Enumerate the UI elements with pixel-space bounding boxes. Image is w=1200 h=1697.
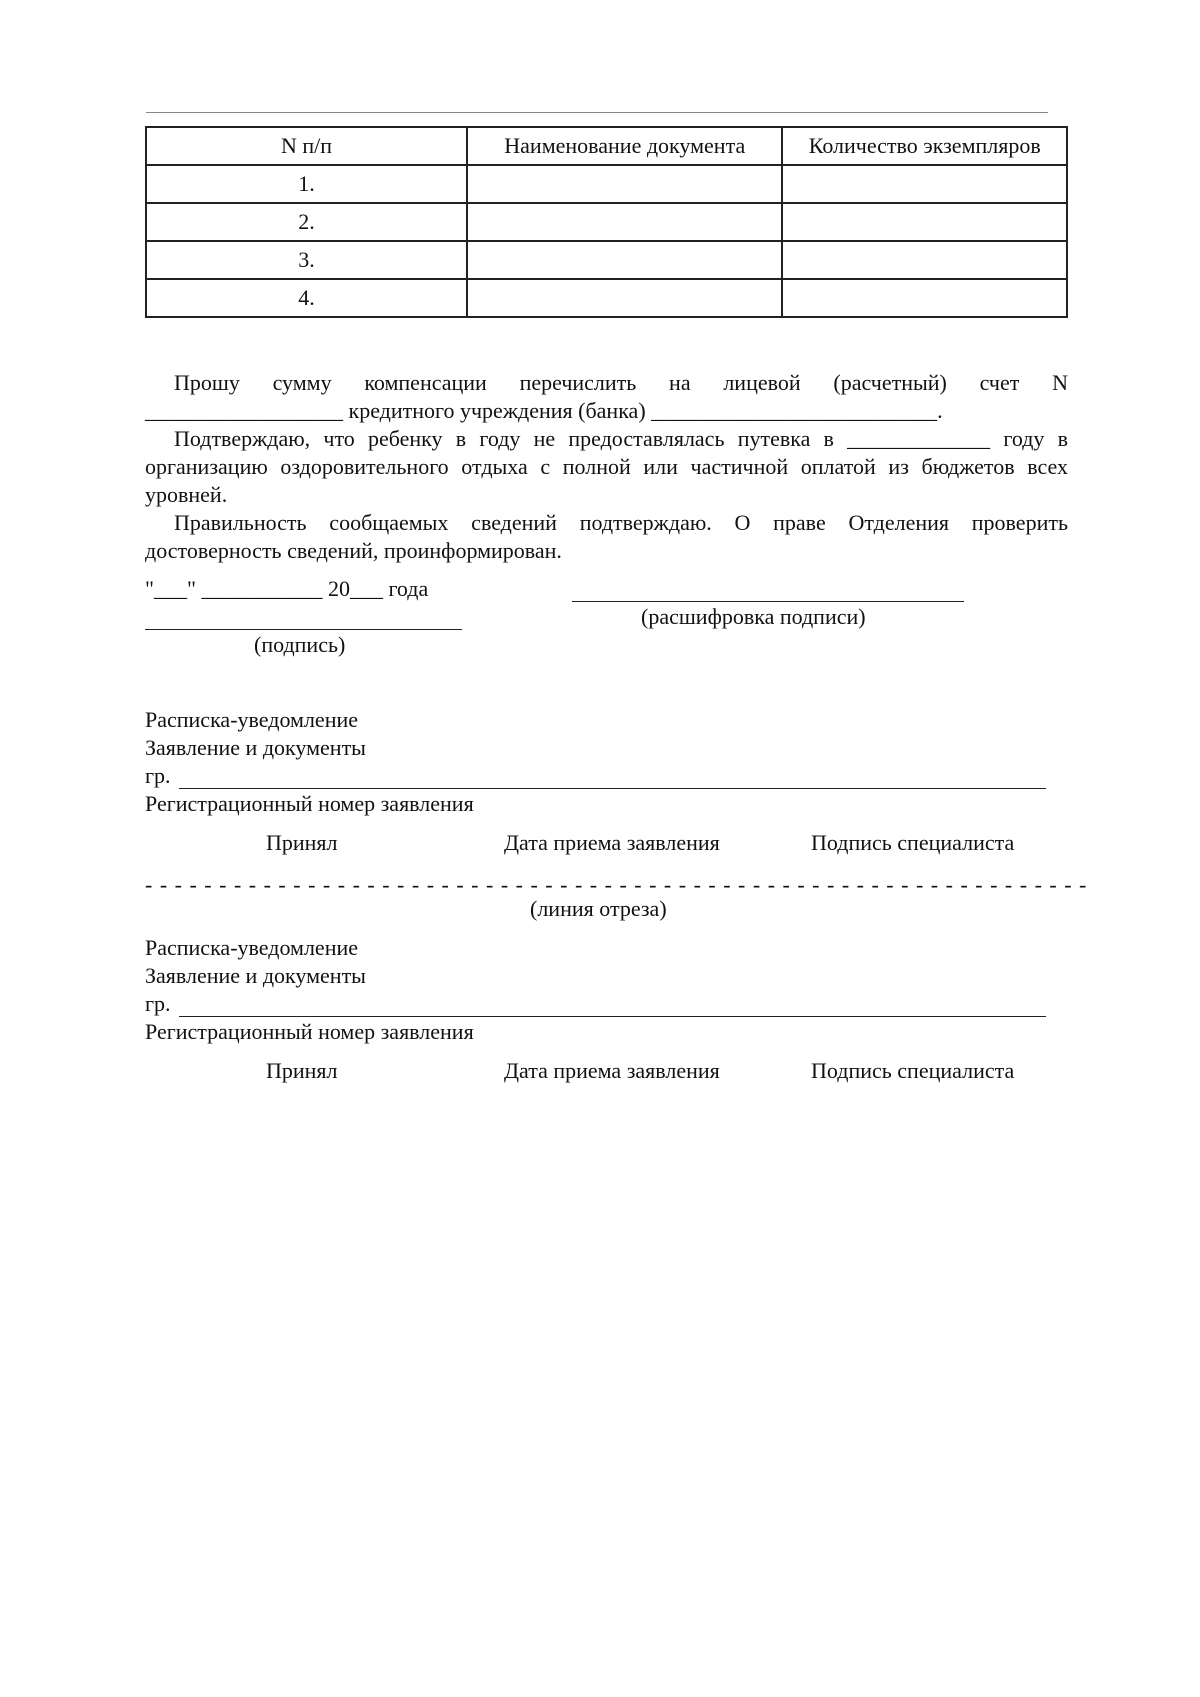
account-line-1: Прошу сумму компенсации перечислить на лицевой (расчетный) счет N — [174, 370, 1068, 395]
receipt-title: Расписка-уведомление — [145, 935, 359, 960]
receipt-citizen-line[interactable] — [179, 1016, 1046, 1017]
signature-label: (подпись) — [254, 632, 346, 657]
receipt-accepted: Принял — [266, 830, 338, 855]
receipt-citizen-line[interactable] — [179, 788, 1046, 789]
receipt-specialist-sign: Подпись специалиста — [811, 1058, 1015, 1083]
receipt-accepted: Принял — [266, 1058, 338, 1083]
receipt-reg-number: Регистрационный номер заявления — [145, 1019, 474, 1044]
transcript-line — [572, 601, 964, 602]
row-copies[interactable] — [782, 203, 1067, 241]
row-number: 4. — [146, 279, 467, 317]
table-row — [146, 165, 1067, 203]
receipt-date-received: Дата приема заявления — [504, 1058, 720, 1083]
row-number: 3. — [146, 241, 467, 279]
top-rule — [146, 112, 1048, 113]
row-copies[interactable] — [782, 241, 1067, 279]
receipt-citizen-label: гр. — [145, 763, 171, 788]
cut-line-dashes: - - - - - - - - - - - - - - - - - - - - - - - - - - - - - - - - - - - - - - - - - - - - - - - - - - - - - - - - - - - - - - - - — [145, 872, 1088, 897]
accuracy-paragraph: Правильность сообщаемых сведений подтверждаю. О праве Отделения проверить достоверность сведений, проинформирован. — [145, 510, 1068, 563]
transcript-label: (расшифровка подписи) — [641, 604, 866, 629]
row-document-name[interactable] — [467, 279, 782, 317]
header-copies: Количество экземпляров — [782, 127, 1067, 165]
confirm-paragraph: Подтверждаю, что ребенку в году не предоставлялась путевка в _____________ году в организацию оздоровительного отдыха с полной или частичной оплатой из бюджетов всех уровней. — [145, 426, 1068, 507]
receipt-specialist-sign: Подпись специалиста — [811, 830, 1015, 855]
receipt-reg-number: Регистрационный номер заявления — [145, 791, 474, 816]
table-row — [146, 241, 1067, 279]
row-document-name[interactable] — [467, 165, 782, 203]
cut-line-label: (линия отреза) — [530, 896, 667, 921]
row-copies[interactable] — [782, 279, 1067, 317]
receipt-citizen-label: гр. — [145, 991, 171, 1016]
table-row — [146, 203, 1067, 241]
documents-table — [145, 126, 1068, 318]
row-copies[interactable] — [782, 165, 1067, 203]
row-number: 1. — [146, 165, 467, 203]
row-document-name[interactable] — [467, 241, 782, 279]
header-document-name: Наименование документа — [467, 127, 782, 165]
account-paragraph — [145, 369, 1068, 397]
row-document-name[interactable] — [467, 203, 782, 241]
table-row — [146, 279, 1067, 317]
signature-line — [145, 629, 462, 630]
receipt-docs: Заявление и документы — [145, 735, 366, 760]
receipt-title: Расписка-уведомление — [145, 707, 359, 732]
table-header-row — [146, 127, 1067, 165]
receipt-date-received: Дата приема заявления — [504, 830, 720, 855]
row-number: 2. — [146, 203, 467, 241]
receipt-docs: Заявление и документы — [145, 963, 366, 988]
header-number: N п/п — [146, 127, 467, 165]
account-line-2: __________________ кредитного учреждения (банка) __________________________. — [145, 398, 943, 423]
signature-date: "___" ___________ 20___ года — [145, 576, 429, 601]
